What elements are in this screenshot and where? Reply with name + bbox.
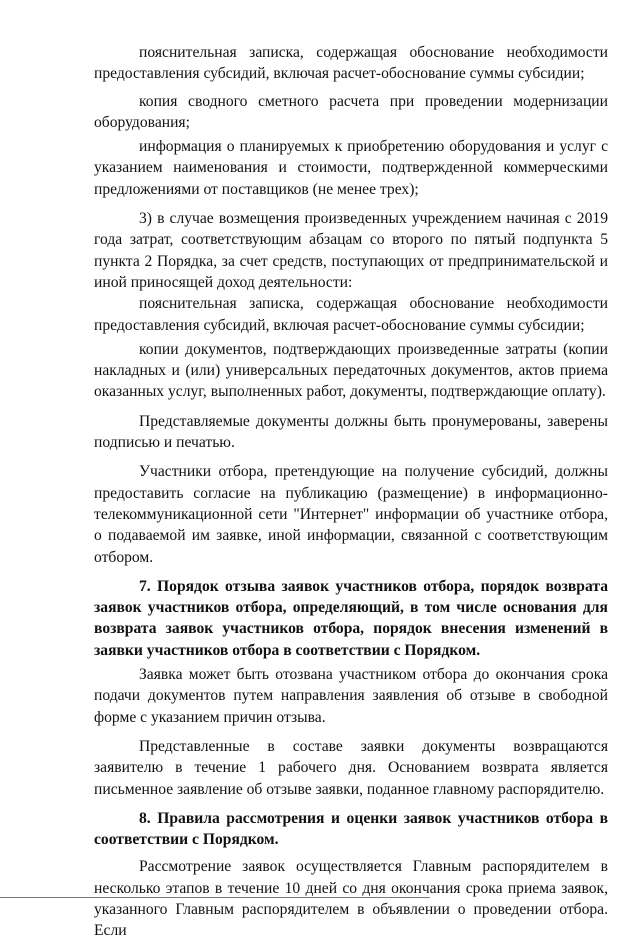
paragraph-explanatory-note-2: пояснительная записка, содержащая обоснование необходимости предоставления субсидий, включая расчет-обоснование суммы субсидии;	[94, 295, 608, 334]
paragraph-explanatory-note-1: пояснительная записка, содержащая обоснование необходимости предоставления субсидий, включая расчет-обоснование суммы субсидии;	[94, 44, 608, 83]
bottom-rule	[0, 897, 430, 898]
document-body	[94, 42, 608, 942]
paragraph-item-3: 3) в случае возмещения произведенных учреждением начиная с 2019 года затрат, соответствующим абзацам со второго по пятый подпункта 5 пункта 2 Порядка, за счет средств, поступающих от предпринимательской и иной приносящей доход деятельности:	[94, 210, 608, 291]
paragraph-estimate-copy: копия сводного сметного расчета при проведении модернизации оборудования;	[94, 92, 608, 131]
paragraph-document-copies: копии документов, подтверждающих произведенные затраты (копии накладных и (или) универсальных передаточных документов, актов приема оказанных услуг, выполненных работ, документы, подтверждающие оплату).	[94, 340, 608, 401]
paragraph-publication-consent: Участники отбора, претендующие на получение субсидий, должны предоставить согласие на публикацию (размещение) в информационно-телекоммуникационной сети "Интернет" информации об участнике отбора, о подаваемой им заявке, иной информации, связанной с соответствующим отбором.	[94, 463, 608, 566]
paragraph-documents-certified: Представляемые документы должны быть пронумерованы, заверены подписью и печатью.	[94, 412, 608, 452]
paragraph-review-process: Рассмотрение заявок осуществляется Главным распорядителем в несколько этапов в течение 10 дней со дня окончания срока приема заявок, указанного Главным распорядителем в объявлении о проведении отбора. Если	[94, 858, 608, 940]
paragraph-application-withdrawal: Заявка может быть отозвана участником отбора до окончания срока подачи документов путем направления заявления об отзыве в свободной форме с указанием причин отзыва.	[94, 666, 608, 726]
section-heading-8: 8. Правила рассмотрения и оценки заявок участников отбора в соответствии с Порядком.	[94, 809, 608, 849]
section-heading-7: 7. Порядок отзыва заявок участников отбора, порядок возврата заявок участников отбора, определяющий, в том числе основания для возврата заявок участников отбора, порядок внесения изменений в заявки участников отбора в соответствии с Порядком.	[94, 577, 608, 659]
paragraph-documents-return: Представленные в составе заявки документы возвращаются заявителю в течение 1 рабочего дня. Основанием возврата является письменное заявление об отзыве заявки, поданное главному распорядителю.	[94, 737, 608, 798]
paragraph-equipment-info: информация о планируемых к приобретению оборудования и услуг с указанием наименования и стоимости, подтвержденной коммерческими предложениями от поставщиков (не менее трех);	[94, 138, 608, 198]
